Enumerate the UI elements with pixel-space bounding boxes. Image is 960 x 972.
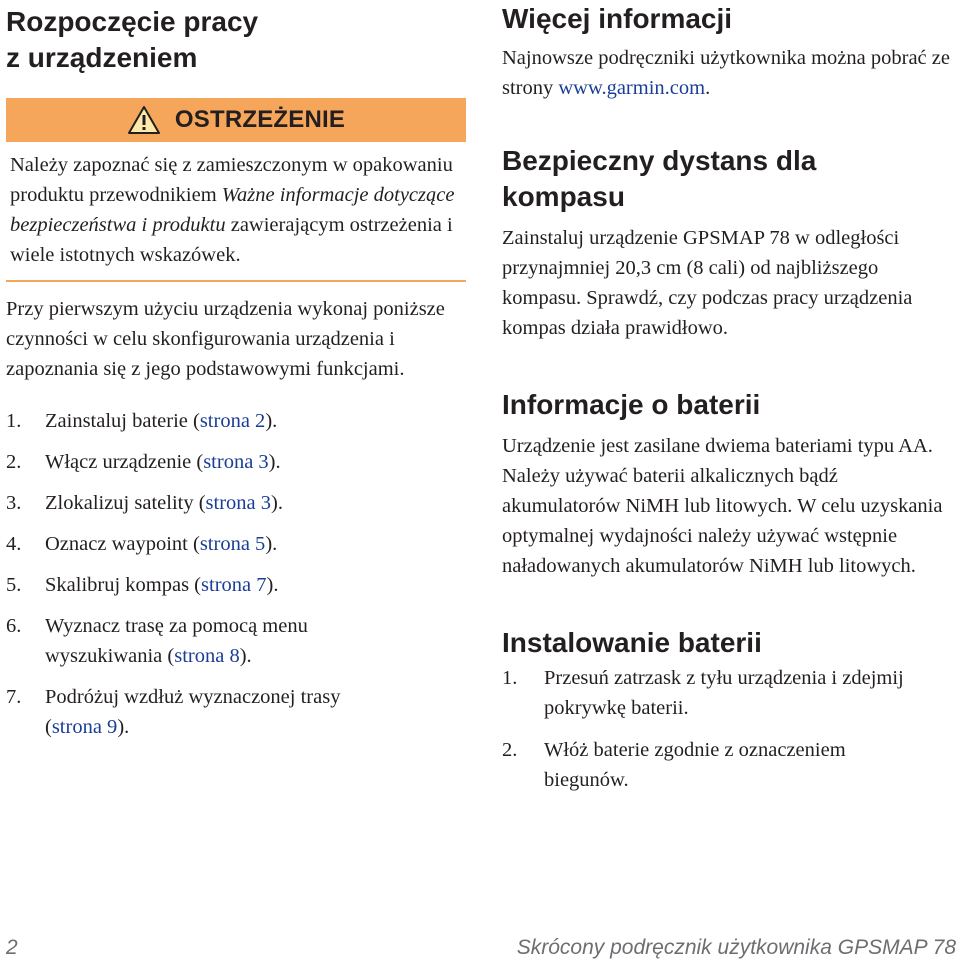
list-item	[6, 570, 466, 600]
warning-text-part1: Należy zapoznać się z zamieszczonym w opakowaniu produktu przewodnikiem	[10, 154, 453, 206]
battery-info-paragraph: Urządzenie jest zasilane dwiema bateriami typu AA. Należy używać baterii alkalicznych bądź akumulatorów NiMH lub litowych. W celu uzyskania optymalnej wydajności należy używać wstępnie naładowanych akumulatorów NiMH lub litowych.	[502, 435, 943, 577]
step-text: Podróżuj wzdłuż wyznaczonej trasy (strona 9).	[45, 686, 341, 738]
list-item	[6, 529, 466, 559]
page-link[interactable]: strona 3	[205, 492, 272, 514]
warning-banner	[6, 98, 466, 142]
section-title-getting-started	[6, 0, 466, 76]
page-link[interactable]: strona 8	[174, 645, 240, 667]
page-number: 2	[6, 936, 18, 959]
list-item	[502, 663, 957, 723]
step-number: 7.	[6, 686, 22, 708]
step-number: 1.	[6, 410, 22, 432]
step-number: 4.	[6, 533, 22, 555]
garmin-website-link[interactable]: www.garmin.com	[558, 77, 706, 99]
install-battery-steps	[502, 663, 957, 795]
step-number: 2.	[502, 739, 518, 761]
step-text: Skalibruj kompas (strona 7).	[45, 574, 279, 596]
step-number: 1.	[502, 667, 518, 689]
compass-title-line-2: kompasu	[502, 181, 625, 212]
intro-paragraph: Przy pierwszym użyciu urządzenia wykonaj poniższe czynności w celu skonfigurowania urządzenia i zapoznania się z jego podstawowymi funkcjami.	[6, 298, 445, 380]
list-item	[6, 611, 466, 671]
list-item	[6, 488, 466, 518]
warning-triangle-icon	[127, 105, 161, 135]
compass-paragraph: Zainstaluj urządzenie GPSMAP 78 w odległości przynajmniej 20,3 cm (8 cali) od najbliższego kompasu. Sprawdź, czy podczas pracy urządzenia kompas działa prawidłowo.	[502, 227, 913, 339]
step-text: Włącz urządzenie (strona 3).	[45, 451, 281, 473]
list-item	[6, 682, 466, 742]
title-line-1: Rozpoczęcie pracy	[6, 6, 259, 37]
compass-title-line-1: Bezpieczny dystans dla	[502, 145, 817, 176]
page-link[interactable]: strona 7	[201, 574, 267, 596]
getting-started-steps	[6, 406, 466, 742]
more-info-paragraph: Najnowsze podręczniki użytkownika można pobrać ze strony www.garmin.com.	[502, 47, 950, 99]
warning-label: OSTRZEŻENIE	[174, 106, 346, 133]
step-text: Oznacz waypoint (strona 5).	[45, 533, 278, 555]
section-title-more-info: Więcej informacji	[502, 3, 733, 34]
step-text: Zainstaluj baterie (strona 2).	[45, 410, 278, 432]
document-title-footer: Skrócony podręcznik użytkownika GPSMAP 78	[516, 936, 956, 959]
warning-text-part2: zawierającym ostrzeżenia i wiele istotnych wskazówek.	[10, 214, 453, 266]
step-number: 3.	[6, 492, 22, 514]
step-text: Włóż baterie zgodnie z oznaczeniem biegunów.	[544, 739, 846, 791]
step-text: Zlokalizuj satelity (strona 3).	[45, 492, 283, 514]
step-number: 6.	[6, 615, 22, 637]
section-title-compass-distance	[502, 143, 957, 215]
page-link[interactable]: strona 3	[203, 451, 269, 473]
step-number: 2.	[6, 451, 22, 473]
list-item	[502, 735, 957, 795]
list-item	[6, 406, 466, 436]
step-text: Wyznacz trasę za pomocą menu wyszukiwania (strona 8).	[45, 615, 308, 667]
section-title-install-battery: Instalowanie baterii	[502, 627, 762, 658]
list-item	[6, 447, 466, 477]
page-link[interactable]: strona 2	[199, 410, 266, 432]
title-line-2: z urządzeniem	[6, 42, 198, 73]
step-text: Przesuń zatrzask z tyłu urządzenia i zdejmij pokrywkę baterii.	[544, 667, 904, 719]
warning-text	[6, 142, 466, 270]
left-column	[6, 0, 466, 742]
page-link[interactable]: strona 5	[199, 533, 266, 555]
step-number: 5.	[6, 574, 22, 596]
section-title-battery-info: Informacje o baterii	[502, 389, 761, 420]
warning-text-italic: Ważne informacje dotyczące bezpieczeństwa i produktu	[10, 184, 455, 236]
page-link[interactable]: strona 9	[51, 716, 118, 738]
right-column	[502, 0, 957, 795]
